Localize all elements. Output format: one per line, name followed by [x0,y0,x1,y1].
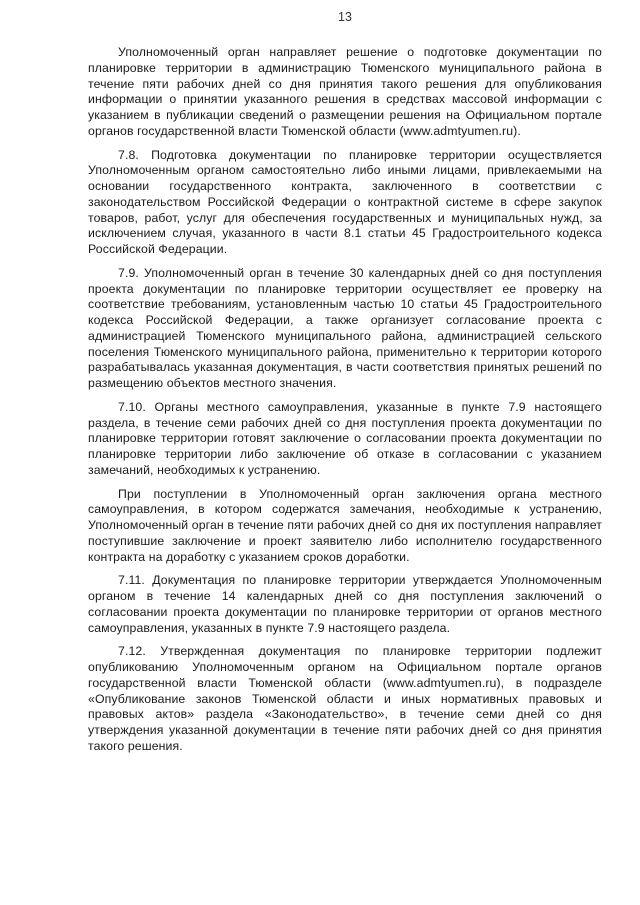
paragraph-7-9: 7.9. Уполномоченный орган в течение 30 календарных дней со дня поступления проекта документации по планировке территории осуществляет ее проверку на соответствие требованиям, установленным частью 10 статьи 45 Градостроительного кодекса Российской Федерации, а также организует согласование проекта с администрацией Тюменского муниципального района, администрацией сельского поселения Тюменского муниципального района, применительно к территории которого разрабатывалась указанная документация, в части соответствия принятых решений по размещению объектов местного значения. [88,265,602,390]
paragraph-publication-notice: Уполномоченный орган направляет решение о подготовке документации по планировке территории в администрацию Тюменского муниципального района в течение пяти рабочих дней со дня принятия такого решения для опубликования информации о принятии указанного решения в средствах массовой информации с указанием в публикации сведений о размещении решения на Официальном портале органов государственной власти Тюменской области (www.admtyumen.ru). [88,45,602,138]
page-number: 13 [338,10,352,24]
paragraph-remarks: При поступлении в Уполномоченный орган заключения органа местного самоуправления, в котором содержатся замечания, необходимые к устранению, Уполномоченный орган в течение пяти рабочих дней со дня их поступления направляет поступившие заключение и проект заявителю либо исполнителю государственного контракта на доработку с указанием сроков доработки. [88,486,602,564]
document-body [88,45,602,763]
paragraph-7-11: 7.11. Документация по планировке территории утверждается Уполномоченным органом в течение 14 календарных дней со дня поступления заключений о согласовании проекта документации по планировке территории от органов местного самоуправления, указанных в пункте 7.9 настоящего раздела. [88,573,602,635]
paragraph-7-12: 7.12. Утвержденная документация по планировке территории подлежит опубликованию Уполномоченным органом на Официальном портале органов государственной власти Тюменской области (www.admtyumen.ru), в подразделе «Опубликование законов Тюменской области и иных нормативных правовых и правовых актов» раздела «Законодательство», в течение семи дней со дня утверждения указанной документации в течение пяти рабочих дней со дня принятия такого решения. [88,644,602,753]
paragraph-7-10: 7.10. Органы местного самоуправления, указанные в пункте 7.9 настоящего раздела, в течение семи рабочих дней со дня поступления проекта документации по планировке территории готовят заключение о согласовании проекта документации по планировке территории либо заключение об отказе в согласовании с указанием замечаний, необходимых к устранению. [88,399,602,477]
paragraph-7-8: 7.8. Подготовка документации по планировке территории осуществляется Уполномоченным органом самостоятельно либо иными лицами, привлекаемыми на основании государственного контракта, заключенного в соответствии с законодательством Российской Федерации о контрактной системе в сфере закупок товаров, работ, услуг для обеспечения государственных и муниципальных нужд, за исключением случая, указанного в части 8.1 статьи 45 Градостроительного кодекса Российской Федерации. [88,147,602,256]
